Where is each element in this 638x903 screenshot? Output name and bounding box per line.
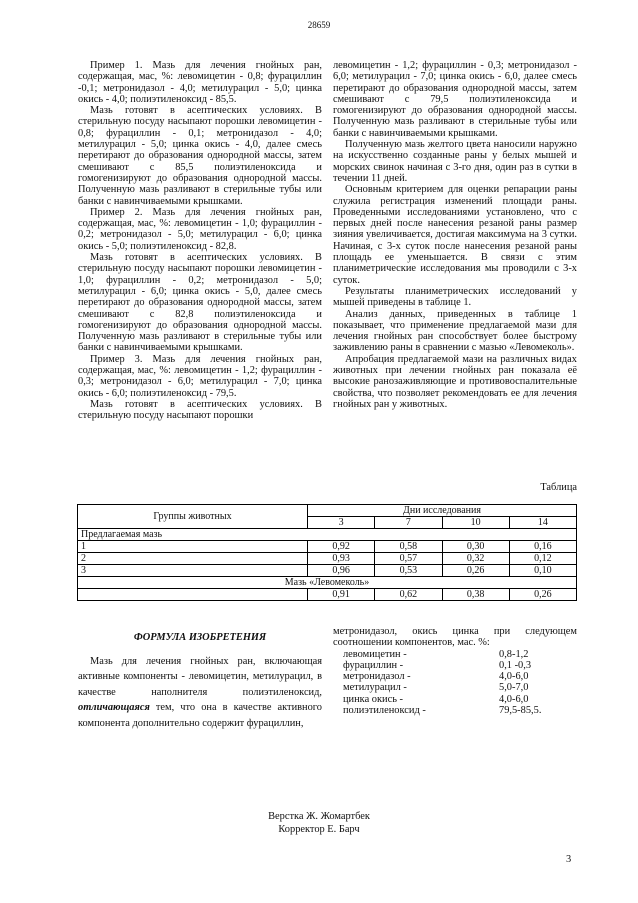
claim-text-before: Мазь для лечения гнойных ран, включающая активные компоненты - левомицетин, метилурацил, в качестве наполнителя полиэтиленоксид, [78, 656, 322, 698]
left-column [78, 60, 322, 422]
group-cell [78, 589, 308, 601]
ingredient-value: 79,5-85,5. [499, 705, 542, 717]
ingredient-value: 0,8-1,2 [499, 648, 529, 660]
group-cell: 1 [78, 541, 308, 553]
day-cell: 10 [442, 517, 509, 529]
ingredient-name: полиэтиленоксид - [343, 705, 426, 717]
table-row [78, 541, 577, 553]
table-row [78, 553, 577, 565]
paragraph: Основным критерием для оценки репарации раны служила регистрация изменений площади раны. Проведенными исследованиями установлено, что с первых дней после нанесения резаной раны размер зияния увеличивается, достигая максимума на 3 сутки. Начиная, с 3-х суток после нанесения резаной раны площадь ее уменьшается. В связи с этим планиметрические исследования мы проводили с 3-х суток. [333, 184, 577, 286]
paragraph: Пример 1. Мазь для лечения гнойных ран, содержащая, мас, %: левомицетин - 0,8; фурациллин -0,1; метронидазол - 4,0; метилурацил - 5,0; цинка окись - 4,0; полиэтиленоксид - 85,5. [78, 60, 322, 105]
header-days: Дни исследования [308, 505, 577, 517]
value-cell: 0,58 [375, 541, 442, 553]
section-proposed: Предлагаемая мазь [78, 529, 577, 541]
paragraph: Пример 3. Мазь для лечения гнойных ран, содержащая, мас, %: левомицетин - 1,2; фурациллин - 0,3; метронидазол - 6,0; метилурацил - 7,0; цинка окись - 6,0; полиэтиленоксид - 79,5. [78, 353, 322, 399]
day-cell: 14 [509, 517, 576, 529]
table-row [78, 589, 577, 601]
value-cell: 0,91 [308, 589, 375, 601]
value-cell: 0,96 [308, 565, 375, 577]
ingredient-row [333, 660, 577, 671]
page-number: 3 [566, 854, 572, 865]
value-cell: 0,30 [442, 541, 509, 553]
layout-credit: Верстка Ж. Жомартбек [268, 811, 370, 822]
value-cell: 0,93 [308, 553, 375, 565]
table-header-row [78, 505, 577, 517]
value-cell: 0,10 [509, 565, 576, 577]
claim-text-after: тем, что она в качестве активного компонента дополнительно содержит фурациллин, [78, 702, 322, 729]
day-cell: 7 [375, 517, 442, 529]
ingredient-name: метронидазол - [343, 671, 411, 683]
ingredient-row [333, 694, 577, 705]
value-cell: 0,16 [509, 541, 576, 553]
group-cell: 2 [78, 553, 308, 565]
paragraph: Мазь готовят в асептических условиях. В стерильную посуду насыпают порошки левомицетин - 0,8; фурациллин - 0,1; метронидазол - 4,0; метилурацил - 5,0; цинка окись - 4,0, далее смесь перетирают до образования однородной массы, затем смешивают с 85,5 полиэтиленоксида и гомогенизируют до образования однородной массы. Полученную мазь разливают в стерильные тубы или банки с навинчиваемыми крышками. [78, 105, 322, 207]
day-cell: 3 [308, 517, 375, 529]
ingredient-name: фурациллин - [343, 659, 404, 671]
corrector-credit: Корректор Е. Барч [278, 824, 360, 835]
paragraph: Апробация предлагаемой мази на различных видах животных при лечении гнойных ран показала её высокие ранозаживляющие и противовоспалительные свойства, что позволяет рекомендовать ее для лечения гнойных ран у животных. [333, 353, 577, 410]
value-cell: 0,12 [509, 553, 576, 565]
group-cell: 3 [78, 565, 308, 577]
table-row [78, 565, 577, 577]
ingredient-value: 5,0-7,0 [499, 682, 529, 694]
ingredient-row [333, 705, 577, 716]
paragraph: Мазь готовят в асептических условиях. В стерильную посуду насыпают порошки [78, 398, 322, 422]
header-groups: Группы животных [78, 505, 308, 529]
value-cell: 0,62 [375, 589, 442, 601]
section-row [78, 529, 577, 541]
value-cell: 0,32 [442, 553, 509, 565]
claims-text [78, 654, 322, 731]
table-caption: Таблица [540, 482, 577, 493]
right-column [333, 60, 577, 410]
ingredient-name: левомицетин - [343, 648, 407, 660]
claim-continuation-text: метронидазол, окись цинка при следующем соотношении компонентов, мас. %: [333, 626, 577, 649]
ingredient-row [333, 671, 577, 682]
paragraph: Результаты планиметрических исследований у мышей приведены в таблице 1. [333, 285, 577, 309]
claims-continuation [333, 626, 577, 716]
value-cell: 0,57 [375, 553, 442, 565]
paragraph: Пример 2. Мазь для лечения гнойных ран, содержащая, мас, %: левомицетин - 1,0; фурациллин - 0,2; метронидазол - 5,0; метилурацил - 6,0; цинка окись - 5,0; полиэтиленоксид - 82,8. [78, 206, 322, 252]
value-cell: 0,26 [442, 565, 509, 577]
paragraph: левомицетин - 1,2; фурациллин - 0,3; метронидазол - 6,0; метилурацил - 7,0; цинка окись - 6,0, далее смесь перетирают до образования однородной массы, затем смешивают с 79,5 полиэтиленоксида и гомогенизируют до образования однородной массы. Полученную мазь разливают в стерильные тубы или банки с навинчиваемыми крышками. [333, 60, 577, 139]
value-cell: 0,92 [308, 541, 375, 553]
credits [0, 810, 638, 836]
ingredient-value: 4,0-6,0 [499, 671, 529, 683]
claim-emphasis: отличающаяся [78, 702, 150, 714]
section-levomekol: Мазь «Левомеколь» [78, 577, 577, 589]
results-table [77, 504, 577, 601]
ingredient-row [333, 682, 577, 693]
paragraph: Анализ данных, приведенных в таблице 1 показывает, что применение предлагаемой мази для лечения гнойных ран способствует более быстрому заживлению раны в сравнении с мазью «Левомеколь». [333, 308, 577, 354]
claims-heading: ФОРМУЛА ИЗОБРЕТЕНИЯ [133, 632, 267, 643]
patent-number: 28659 [307, 20, 331, 30]
value-cell: 0,38 [442, 589, 509, 601]
ingredient-row [333, 649, 577, 660]
value-cell: 0,53 [375, 565, 442, 577]
ingredient-name: метилурацил - [343, 682, 407, 694]
value-cell: 0,26 [509, 589, 576, 601]
claim-paragraph [78, 654, 322, 731]
ingredient-name: цинка окись - [343, 693, 403, 705]
paragraph: Полученную мазь желтого цвета наносили наружно на искусственно созданные раны у белых мышей и морских свинок начиная с 3-го дня, один раз в сутки в течении 11 дней. [333, 139, 577, 184]
ingredient-value: 4,0-6,0 [499, 693, 529, 705]
paragraph: Мазь готовят в асептических условиях. В стерильную посуду насыпают порошки левомицетин - 1,0; фурациллин - 0,2; метронидазол - 5,0; метилурацил - 6,0; цинка окись - 5,0, далее смесь перетирают до образования однородной массы, затем смешивают с 82,8 полиэтиленоксида и гомогенизируют до образования однородной массы. Полученную мазь разливают в стерильные тубы или банки с навинчиваемыми крышками. [78, 252, 322, 354]
ingredient-value: 0,1 -0,3 [499, 659, 532, 671]
section-row [78, 577, 577, 589]
